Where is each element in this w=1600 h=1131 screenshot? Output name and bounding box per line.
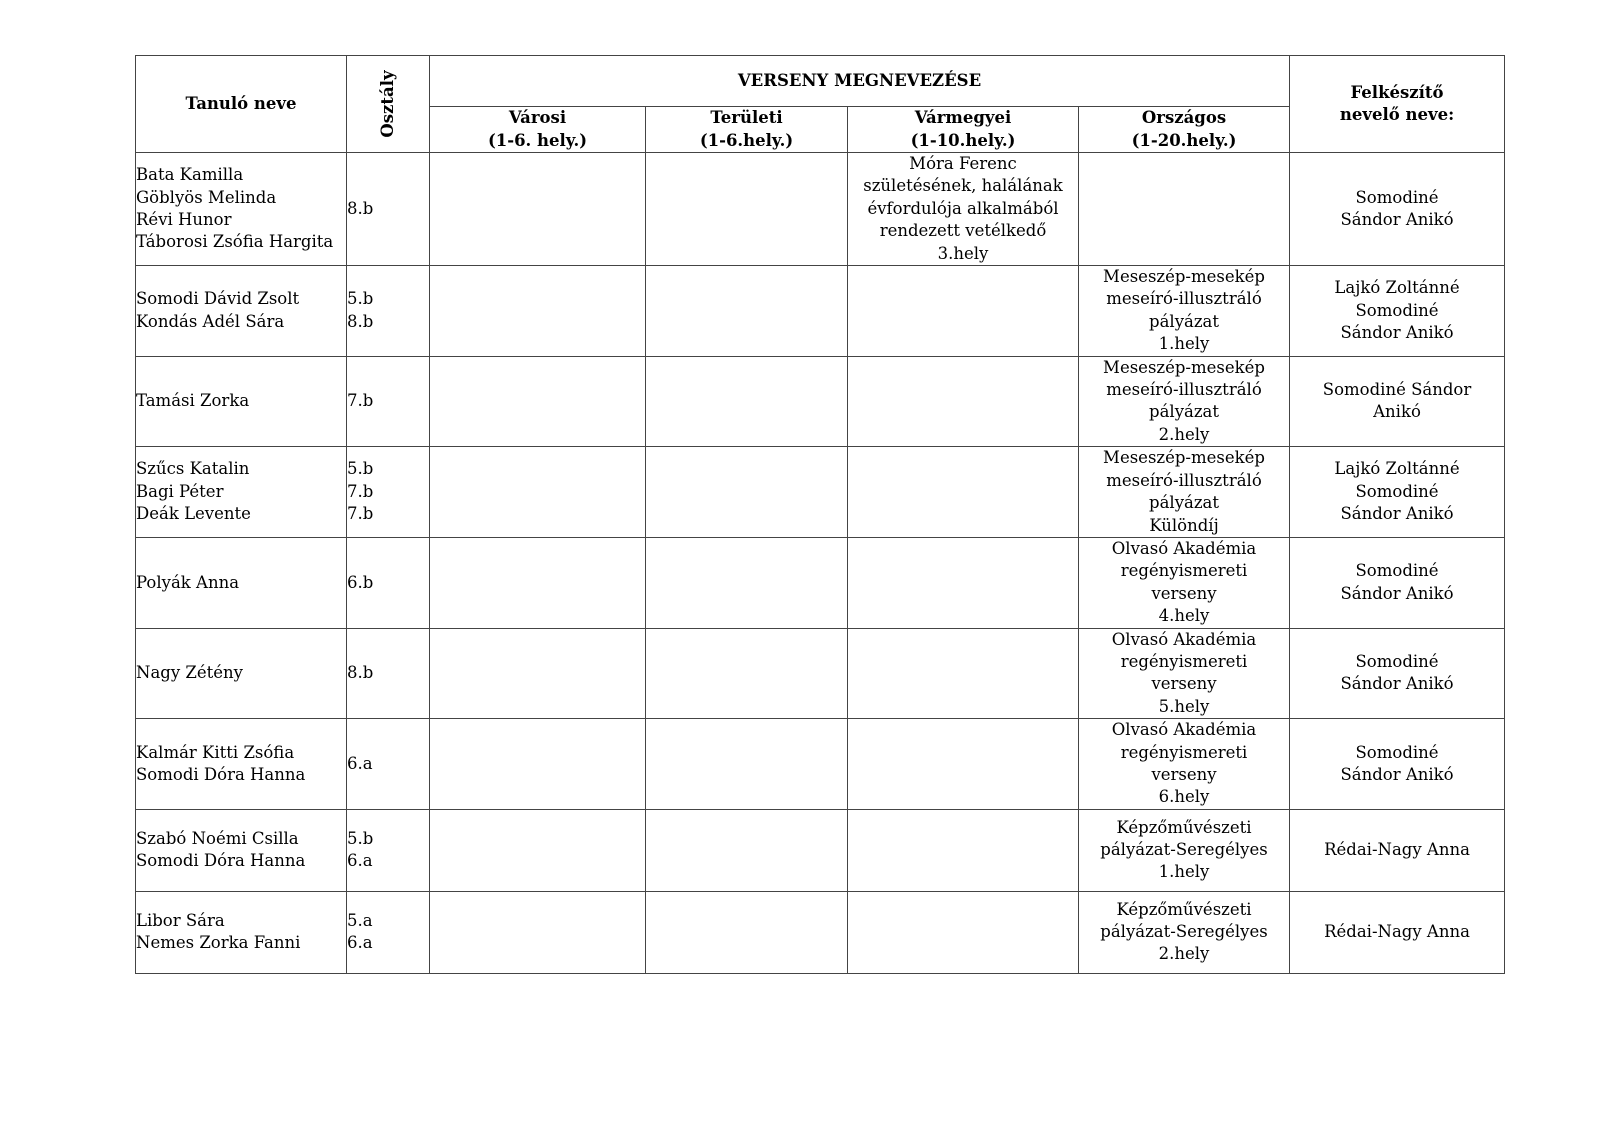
level-name: Vármegyei xyxy=(914,108,1012,128)
teacher-cell-line: Somodiné xyxy=(1355,300,1439,320)
teacher-cell-line: Somodiné xyxy=(1355,742,1439,762)
orszagos-cell xyxy=(1079,891,1290,973)
teacher-cell xyxy=(1290,628,1505,719)
varmegyei-cell-line: évfordulója alkalmából xyxy=(867,198,1059,218)
orszagos-cell xyxy=(1079,719,1290,810)
teruleti-cell xyxy=(646,809,848,891)
student-names-cell-line: Libor Sára xyxy=(136,910,225,930)
teruleti-cell xyxy=(646,153,848,266)
orszagos-cell-line: Meseszép-mesekép xyxy=(1103,357,1265,377)
student-names-cell xyxy=(136,719,347,810)
student-names-cell-line: Nagy Zétény xyxy=(136,663,243,683)
orszagos-cell-line: verseny xyxy=(1151,764,1217,784)
orszagos-cell xyxy=(1079,153,1290,266)
class-cell xyxy=(347,809,430,891)
orszagos-cell-line: pályázat xyxy=(1149,402,1220,422)
class-cell-line: 6.a xyxy=(347,933,373,953)
teacher-cell-line: Sándor Anikó xyxy=(1340,323,1454,343)
class-cell xyxy=(347,153,430,266)
student-names-cell-line: Kondás Adél Sára xyxy=(136,311,285,331)
student-names-cell xyxy=(136,153,347,266)
orszagos-cell-line: verseny xyxy=(1151,674,1217,694)
class-cell xyxy=(347,447,430,538)
orszagos-cell-line: Olvasó Akadémia xyxy=(1111,538,1257,558)
varosi-cell xyxy=(430,153,646,266)
orszagos-cell xyxy=(1079,447,1290,538)
teacher-cell-line: Somodiné Sándor xyxy=(1322,380,1472,400)
orszagos-cell-line: 1.hely xyxy=(1158,862,1210,882)
teruleti-cell xyxy=(646,537,848,628)
teacher-cell-line: Sándor Anikó xyxy=(1340,504,1454,524)
orszagos-cell-line: regényismereti xyxy=(1120,742,1248,762)
header-class xyxy=(347,56,430,153)
varmegyei-cell xyxy=(848,356,1079,447)
teacher-cell-line: Somodiné xyxy=(1355,651,1439,671)
orszagos-cell-line: meseíró-illusztráló xyxy=(1106,380,1262,400)
varosi-cell xyxy=(430,628,646,719)
class-cell xyxy=(347,628,430,719)
class-cell-line: 6.a xyxy=(347,753,373,773)
varmegyei-cell-line: Móra Ferenc xyxy=(909,154,1017,173)
class-cell-line: 6.a xyxy=(347,851,373,871)
varosi-cell xyxy=(430,809,646,891)
orszagos-cell xyxy=(1079,266,1290,357)
varmegyei-cell xyxy=(848,153,1079,266)
varosi-cell xyxy=(430,537,646,628)
competition-results-table xyxy=(135,55,1505,974)
student-names-cell-line: Somodi Dávid Zsolt xyxy=(136,289,300,309)
varmegyei-cell xyxy=(848,628,1079,719)
header-teacher xyxy=(1290,56,1505,153)
varmegyei-cell xyxy=(848,266,1079,357)
orszagos-cell-line: Képzőművészeti xyxy=(1116,899,1252,919)
orszagos-cell-line: Különdíj xyxy=(1149,515,1219,535)
teacher-cell xyxy=(1290,891,1505,973)
class-cell-line: 5.b xyxy=(347,289,374,309)
teacher-cell xyxy=(1290,356,1505,447)
class-cell-line: 7.b xyxy=(347,504,374,524)
header-level-varmegyei xyxy=(848,107,1079,153)
class-cell-line: 7.b xyxy=(347,391,374,411)
student-names-cell-line: Bata Kamilla xyxy=(136,165,244,185)
level-range: (1-6.hely.) xyxy=(699,130,794,150)
teacher-cell xyxy=(1290,266,1505,357)
teacher-cell-line: Lajkó Zoltánné xyxy=(1334,278,1460,298)
student-names-cell-line: Somodi Dóra Hanna xyxy=(136,851,306,871)
orszagos-cell xyxy=(1079,628,1290,719)
table-row xyxy=(136,356,1505,447)
student-names-cell-line: Somodi Dóra Hanna xyxy=(136,764,306,784)
varmegyei-cell xyxy=(848,537,1079,628)
student-names-cell xyxy=(136,891,347,973)
student-names-cell-line: Táborosi Zsófia Hargita xyxy=(136,232,334,252)
class-cell-line: 7.b xyxy=(347,481,374,501)
orszagos-cell-line: Olvasó Akadémia xyxy=(1111,720,1257,740)
class-cell-line: 5.b xyxy=(347,459,374,479)
teacher-cell-line: Lajkó Zoltánné xyxy=(1334,459,1460,479)
student-names-cell xyxy=(136,356,347,447)
level-name: Területi xyxy=(710,108,783,128)
header-class-label: Osztály xyxy=(377,70,397,138)
orszagos-cell-line: pályázat xyxy=(1149,493,1220,513)
table-row xyxy=(136,719,1505,810)
teacher-cell-line: Sándor Anikó xyxy=(1340,210,1454,230)
orszagos-cell xyxy=(1079,356,1290,447)
varmegyei-cell xyxy=(848,809,1079,891)
orszagos-cell-line: pályázat-Seregélyes xyxy=(1100,840,1268,860)
teacher-cell xyxy=(1290,153,1505,266)
teacher-cell-line: Somodiné xyxy=(1355,187,1439,207)
header-student-name: Tanuló neve xyxy=(136,56,347,153)
level-name: Városi xyxy=(508,108,567,128)
student-names-cell-line: Révi Hunor xyxy=(136,210,232,230)
class-cell xyxy=(347,719,430,810)
teacher-cell-line: Somodiné xyxy=(1355,481,1439,501)
teacher-cell-line: Sándor Anikó xyxy=(1340,764,1454,784)
varmegyei-cell xyxy=(848,447,1079,538)
orszagos-cell-line: Meseszép-mesekép xyxy=(1103,267,1265,287)
teruleti-cell xyxy=(646,447,848,538)
table-row xyxy=(136,809,1505,891)
class-cell xyxy=(347,266,430,357)
orszagos-cell-line: 2.hely xyxy=(1158,424,1210,444)
varmegyei-cell xyxy=(848,891,1079,973)
level-name: Országos xyxy=(1141,108,1227,128)
varosi-cell xyxy=(430,719,646,810)
orszagos-cell-line: meseíró-illusztráló xyxy=(1106,470,1262,490)
orszagos-cell-line: pályázat xyxy=(1149,311,1220,331)
header-teacher-line: nevelő neve: xyxy=(1339,105,1455,124)
orszagos-cell xyxy=(1079,809,1290,891)
table-row xyxy=(136,628,1505,719)
orszagos-cell-line: Képzőművészeti xyxy=(1116,817,1252,837)
teruleti-cell xyxy=(646,628,848,719)
class-cell-line: 6.b xyxy=(347,572,374,592)
orszagos-cell-line: Meseszép-mesekép xyxy=(1103,448,1265,468)
student-names-cell xyxy=(136,809,347,891)
varosi-cell xyxy=(430,891,646,973)
student-names-cell xyxy=(136,447,347,538)
header-competition: VERSENY MEGNEVEZÉSE xyxy=(430,56,1290,107)
class-cell xyxy=(347,891,430,973)
teruleti-cell xyxy=(646,266,848,357)
table-body xyxy=(136,153,1505,974)
varmegyei-cell-line: 3.hely xyxy=(937,243,989,263)
table-row xyxy=(136,447,1505,538)
header-level-varosi xyxy=(430,107,646,153)
level-range: (1-6. hely.) xyxy=(487,130,588,150)
orszagos-cell-line: meseíró-illusztráló xyxy=(1106,289,1262,309)
orszagos-cell-line: Olvasó Akadémia xyxy=(1111,629,1257,649)
level-range: (1-10.hely.) xyxy=(910,130,1016,150)
class-cell-line: 8.b xyxy=(347,311,374,331)
varmegyei-cell xyxy=(848,719,1079,810)
header-teacher-line: Felkészítő xyxy=(1350,82,1444,102)
teacher-cell-line: Sándor Anikó xyxy=(1340,674,1454,694)
orszagos-cell-line: regényismereti xyxy=(1120,561,1248,581)
level-range: (1-20.hely.) xyxy=(1131,130,1237,150)
teacher-cell-line: Sándor Anikó xyxy=(1340,583,1454,603)
varosi-cell xyxy=(430,266,646,357)
table-row xyxy=(136,266,1505,357)
varmegyei-cell-line: rendezett vetélkedő xyxy=(879,221,1047,241)
teruleti-cell xyxy=(646,719,848,810)
orszagos-cell-line: 6.hely xyxy=(1158,787,1210,807)
student-names-cell xyxy=(136,537,347,628)
header-level-teruleti xyxy=(646,107,848,153)
table-row xyxy=(136,153,1505,266)
teacher-cell xyxy=(1290,537,1505,628)
teruleti-cell xyxy=(646,356,848,447)
orszagos-cell-line: 2.hely xyxy=(1158,944,1210,964)
orszagos-cell xyxy=(1079,537,1290,628)
class-cell xyxy=(347,356,430,447)
orszagos-cell-line: regényismereti xyxy=(1120,651,1248,671)
student-names-cell-line: Deák Levente xyxy=(136,504,251,524)
student-names-cell-line: Tamási Zorka xyxy=(136,391,250,411)
teacher-cell-line: Somodiné xyxy=(1355,561,1439,581)
class-cell xyxy=(347,537,430,628)
varmegyei-cell-line: születésének, halálának xyxy=(863,176,1063,196)
teacher-cell-line: Rédai-Nagy Anna xyxy=(1324,840,1470,860)
class-cell-line: 5.a xyxy=(347,910,373,930)
student-names-cell xyxy=(136,266,347,357)
student-names-cell-line: Szabó Noémi Csilla xyxy=(136,828,299,848)
table-row xyxy=(136,891,1505,973)
teacher-cell-line: Anikó xyxy=(1373,402,1421,422)
class-cell-line: 8.b xyxy=(347,663,374,683)
teacher-cell xyxy=(1290,719,1505,810)
orszagos-cell-line: pályázat-Seregélyes xyxy=(1100,922,1268,942)
orszagos-cell-line: 1.hely xyxy=(1158,334,1210,354)
header-level-orszagos xyxy=(1079,107,1290,153)
student-names-cell-line: Kalmár Kitti Zsófia xyxy=(136,742,295,762)
teacher-cell xyxy=(1290,447,1505,538)
student-names-cell xyxy=(136,628,347,719)
orszagos-cell-line: 5.hely xyxy=(1158,696,1210,716)
class-cell-line: 5.b xyxy=(347,828,374,848)
varosi-cell xyxy=(430,447,646,538)
student-names-cell-line: Nemes Zorka Fanni xyxy=(136,933,301,953)
teacher-cell xyxy=(1290,809,1505,891)
varosi-cell xyxy=(430,356,646,447)
teacher-cell-line: Rédai-Nagy Anna xyxy=(1324,922,1470,942)
student-names-cell-line: Bagi Péter xyxy=(136,481,224,501)
orszagos-cell-line: verseny xyxy=(1151,583,1217,603)
class-cell-line: 8.b xyxy=(347,198,374,218)
student-names-cell-line: Szűcs Katalin xyxy=(136,459,250,479)
orszagos-cell-line: 4.hely xyxy=(1158,606,1210,626)
student-names-cell-line: Göblyös Melinda xyxy=(136,187,277,207)
student-names-cell-line: Polyák Anna xyxy=(136,572,240,592)
table-row xyxy=(136,537,1505,628)
teruleti-cell xyxy=(646,891,848,973)
